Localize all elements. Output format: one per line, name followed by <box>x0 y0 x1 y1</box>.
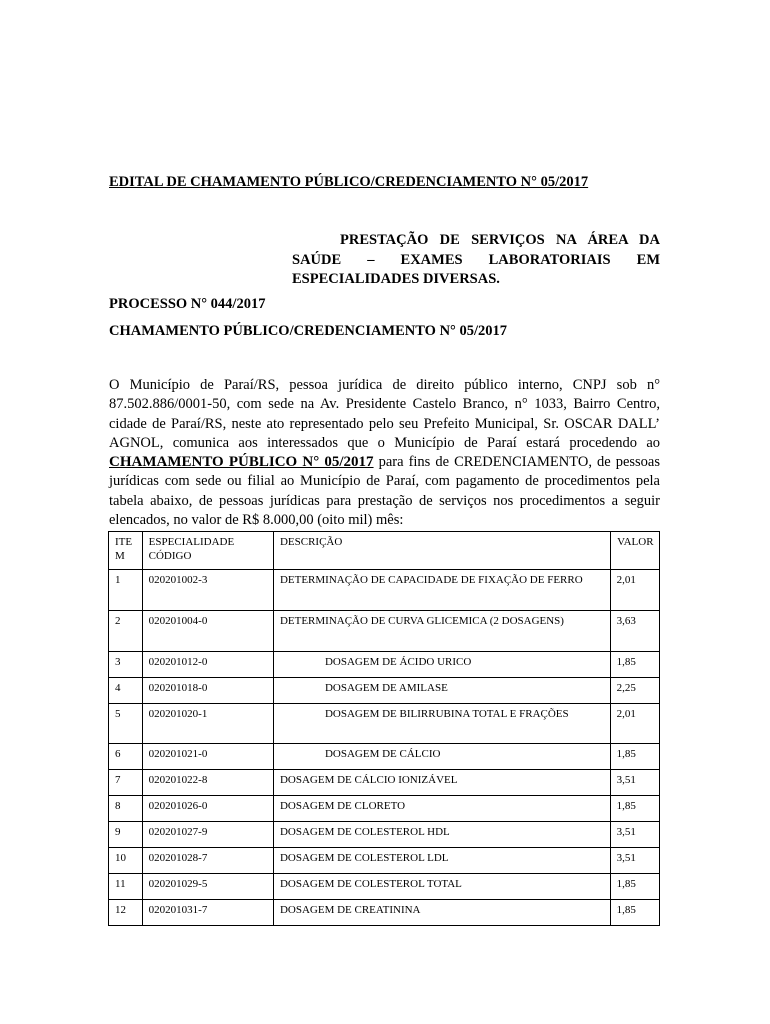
table-row <box>109 652 660 678</box>
header-valor: VALOR <box>610 532 659 570</box>
cell-item: 6 <box>109 744 143 770</box>
cell-valor: 1,85 <box>610 796 659 822</box>
cell-descricao: DOSAGEM DE ÁCIDO URICO <box>273 652 610 678</box>
cell-descricao: DOSAGEM DE CLORETO <box>273 796 610 822</box>
table-row <box>109 848 660 874</box>
cell-codigo: 020201020-1 <box>142 704 273 744</box>
header-codigo: ESPECIALIDADE CÓDIGO <box>142 532 273 570</box>
intro-text-part2: para fins de CREDENCIAMENTO, de pessoas jurídicas com sede ou filial ao Município de Paraí, com pagamento de procedimentos pela tabela abaixo, de pessoas jurídicas para prestação de serviços nos procedimentos a seguir elencados, no valor de R$ 8.000,00 (oito mil) mês: <box>109 454 661 529</box>
cell-valor: 1,85 <box>610 652 659 678</box>
header-item: ITE M <box>109 532 143 570</box>
cell-item: 3 <box>109 652 143 678</box>
cell-item: 2 <box>109 611 143 652</box>
cell-codigo: 020201021-0 <box>142 744 273 770</box>
cell-valor: 3,51 <box>610 770 659 796</box>
procedures-table <box>108 531 660 926</box>
cell-descricao: DOSAGEM DE CÁLCIO IONIZÁVEL <box>273 770 610 796</box>
intro-paragraph <box>109 376 660 530</box>
cell-codigo: 020201026-0 <box>142 796 273 822</box>
cell-descricao: DOSAGEM DE AMILASE <box>273 678 610 704</box>
processo-number: PROCESSO N° 044/2017 <box>109 296 266 312</box>
table-row <box>109 704 660 744</box>
cell-valor: 2,25 <box>610 678 659 704</box>
table-row <box>109 570 660 611</box>
cell-valor: 2,01 <box>610 570 659 611</box>
chamamento-number: CHAMAMENTO PÚBLICO/CREDENCIAMENTO N° 05/2017 <box>109 323 507 339</box>
intro-text-part1: O Município de Paraí/RS, pessoa jurídica de direito público interno, CNPJ sob n° 87.502.886/0001-50, com sede na Av. Presidente Castelo Branco, n° 1033, Bairro Centro, cidade de Paraí/RS, neste ato representado pelo seu Prefeito Municipal, Sr. OSCAR DALL’ AGNOL, comunica aos interessados que o Município de Paraí estará procedendo ao <box>109 377 660 451</box>
cell-codigo: 020201027-9 <box>142 822 273 848</box>
cell-item: 12 <box>109 900 143 926</box>
cell-item: 11 <box>109 874 143 900</box>
cell-descricao: DOSAGEM DE COLESTEROL TOTAL <box>273 874 610 900</box>
cell-descricao: DOSAGEM DE CÁLCIO <box>273 744 610 770</box>
cell-item: 7 <box>109 770 143 796</box>
cell-codigo: 020201031-7 <box>142 900 273 926</box>
table-header-row <box>109 532 660 570</box>
cell-item: 8 <box>109 796 143 822</box>
cell-valor: 1,85 <box>610 900 659 926</box>
document-subject: PRESTAÇÃO DE SERVIÇOS NA ÁREA DA SAÚDE – EXAMES LABORATORIAIS EM ESPECIALIDADES DIVERSAS. <box>292 232 660 287</box>
cell-descricao: DETERMINAÇÃO DE CURVA GLICEMICA (2 DOSAGENS) <box>273 611 610 652</box>
cell-codigo: 020201029-5 <box>142 874 273 900</box>
header-descricao: DESCRIÇÃO <box>273 532 610 570</box>
cell-valor: 1,85 <box>610 874 659 900</box>
cell-descricao: DOSAGEM DE BILIRRUBINA TOTAL E FRAÇÕES <box>273 704 610 744</box>
cell-item: 1 <box>109 570 143 611</box>
cell-descricao: DOSAGEM DE COLESTEROL HDL <box>273 822 610 848</box>
table-row <box>109 874 660 900</box>
table-row <box>109 678 660 704</box>
table-row <box>109 900 660 926</box>
cell-item: 9 <box>109 822 143 848</box>
cell-descricao: DOSAGEM DE COLESTEROL LDL <box>273 848 610 874</box>
cell-codigo: 020201004-0 <box>142 611 273 652</box>
intro-highlight: CHAMAMENTO PÚBLICO N° 05/2017 <box>109 454 374 471</box>
table-row <box>109 744 660 770</box>
cell-codigo: 020201022-8 <box>142 770 273 796</box>
cell-codigo: 020201028-7 <box>142 848 273 874</box>
cell-codigo: 020201018-0 <box>142 678 273 704</box>
cell-valor: 3,51 <box>610 848 659 874</box>
table-row <box>109 611 660 652</box>
cell-codigo: 020201012-0 <box>142 652 273 678</box>
cell-descricao: DETERMINAÇÃO DE CAPACIDADE DE FIXAÇÃO DE FERRO <box>273 570 610 611</box>
cell-valor: 2,01 <box>610 704 659 744</box>
cell-valor: 3,51 <box>610 822 659 848</box>
cell-item: 4 <box>109 678 143 704</box>
cell-descricao: DOSAGEM DE CREATININA <box>273 900 610 926</box>
cell-item: 5 <box>109 704 143 744</box>
cell-valor: 1,85 <box>610 744 659 770</box>
table-row <box>109 796 660 822</box>
cell-valor: 3,63 <box>610 611 659 652</box>
table-row <box>109 822 660 848</box>
document-title: EDITAL DE CHAMAMENTO PÚBLICO/CREDENCIAMENTO N° 05/2017 <box>109 174 589 190</box>
cell-codigo: 020201002-3 <box>142 570 273 611</box>
cell-item: 10 <box>109 848 143 874</box>
table-row <box>109 770 660 796</box>
